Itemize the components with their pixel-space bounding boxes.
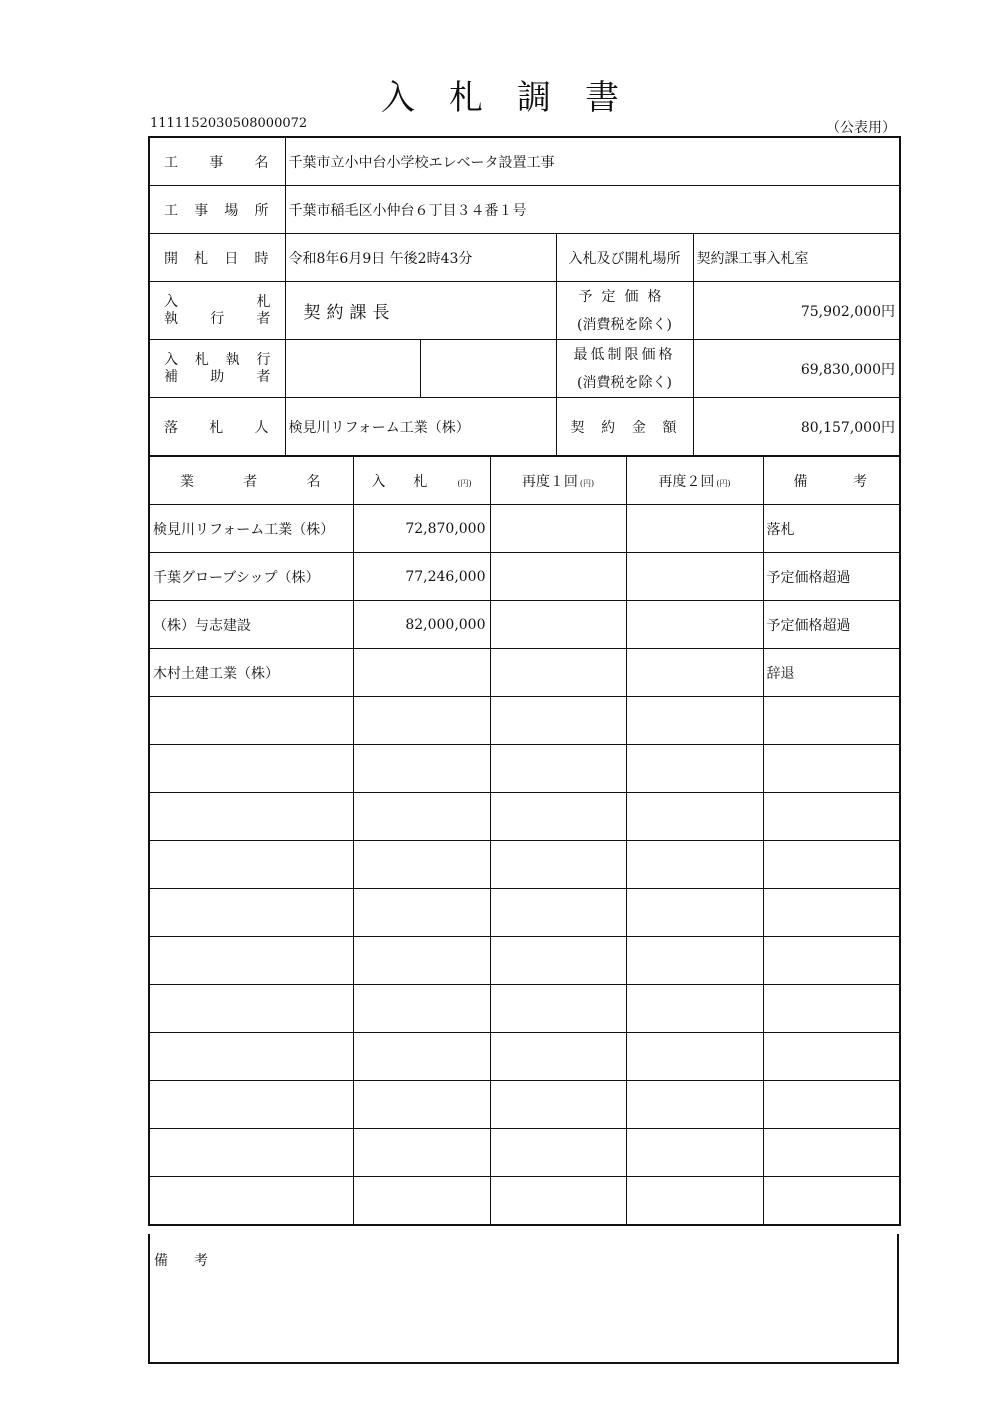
bid-company: 木村土建工業（株）	[149, 649, 353, 697]
opening-row	[149, 234, 900, 282]
rebid2-amount	[626, 985, 763, 1033]
table-row	[149, 649, 900, 697]
bid-company	[149, 937, 353, 985]
bid-note	[763, 841, 900, 889]
bid-note: 落札	[763, 505, 900, 553]
assistant-label-line2: 補助者	[164, 368, 271, 385]
bid-amount	[353, 841, 490, 889]
bid-amount: 72,870,000	[353, 505, 490, 553]
header-rebid1-label: 再度１回	[521, 473, 578, 490]
rebid1-amount	[490, 697, 626, 745]
bid-company	[149, 793, 353, 841]
table-row	[149, 601, 900, 649]
rebid1-amount	[490, 745, 626, 793]
winner-label: 落札人	[149, 398, 285, 457]
executor-label	[149, 282, 285, 340]
bid-note	[763, 745, 900, 793]
planned-price-label	[556, 282, 693, 340]
bid-company: 千葉グローブシップ（株）	[149, 553, 353, 601]
bid-amount	[353, 649, 490, 697]
winner-value: 検見川リフォーム工業（株）	[285, 398, 556, 457]
executor-label-line1: 入札	[164, 293, 271, 310]
winner-row	[149, 398, 900, 457]
remarks-box	[148, 1234, 899, 1364]
bid-company	[149, 889, 353, 937]
rebid1-amount	[490, 1129, 626, 1177]
location-label: 工事場所	[149, 186, 285, 234]
planned-price-value: 75,902,000円	[693, 282, 900, 340]
rebid1-amount	[490, 553, 626, 601]
bid-note: 予定価格超過	[763, 553, 900, 601]
table-row	[149, 505, 900, 553]
table-row	[149, 937, 900, 985]
bid-company	[149, 985, 353, 1033]
assistant-value-1	[285, 340, 420, 398]
rebid2-amount	[626, 841, 763, 889]
table-row	[149, 1129, 900, 1177]
rebid1-amount	[490, 649, 626, 697]
contract-value: 80,157,000円	[693, 398, 900, 457]
rebid2-amount	[626, 697, 763, 745]
bid-note: 予定価格超過	[763, 601, 900, 649]
rebid2-amount	[626, 937, 763, 985]
location-value: 千葉市稲毛区小仲台６丁目３４番１号	[285, 186, 900, 234]
opening-label: 開札日時	[149, 234, 285, 282]
bid-company: （株）与志建設	[149, 601, 353, 649]
header-rebid1-unit: (円)	[579, 478, 595, 488]
bid-company	[149, 1177, 353, 1226]
executor-value: 契約課長	[285, 282, 556, 340]
rebid2-amount	[626, 1033, 763, 1081]
bid-note	[763, 1081, 900, 1129]
planned-price-label-line1: 予定価格	[578, 288, 671, 305]
page-title: 入札調書	[381, 78, 653, 118]
remarks-label: 備考	[154, 1253, 234, 1269]
bid-company	[149, 1033, 353, 1081]
bids-body	[149, 505, 900, 1226]
info-table	[148, 136, 901, 457]
rebid1-amount	[490, 1081, 626, 1129]
header-rebid2-unit: (円)	[716, 478, 731, 488]
table-row	[149, 793, 900, 841]
rebid2-amount	[626, 745, 763, 793]
assistant-row	[149, 340, 900, 398]
rebid1-amount	[490, 1177, 626, 1226]
min-price-value: 69,830,000円	[693, 340, 900, 398]
table-row	[149, 1033, 900, 1081]
bid-note	[763, 697, 900, 745]
header-rebid2	[626, 457, 763, 505]
project-name-value: 千葉市立小中台小学校エレベータ設置工事	[285, 137, 900, 186]
bid-amount	[353, 985, 490, 1033]
bid-note	[763, 889, 900, 937]
bid-amount	[353, 1177, 490, 1226]
bids-table	[148, 456, 901, 1226]
planned-price-label-line2: (消費税を除く)	[577, 316, 672, 333]
executor-row	[149, 282, 900, 340]
rebid2-amount	[626, 649, 763, 697]
header-bid	[353, 457, 490, 505]
min-price-label	[556, 340, 693, 398]
project-name-label: 工事名	[149, 137, 285, 186]
bid-company	[149, 1129, 353, 1177]
bid-note	[763, 1177, 900, 1226]
opening-value: 令和8年6月9日 午後2時43分	[285, 234, 556, 282]
header-company: 業者名	[149, 457, 353, 505]
bid-amount	[353, 1033, 490, 1081]
place-value: 契約課工事入札室	[693, 234, 900, 282]
bid-amount	[353, 745, 490, 793]
contract-label: 契約金額	[556, 398, 693, 457]
header-note: 備考	[763, 457, 900, 505]
table-row	[149, 745, 900, 793]
rebid1-amount	[490, 505, 626, 553]
table-row	[149, 697, 900, 745]
rebid1-amount	[490, 985, 626, 1033]
project-name-row	[149, 137, 900, 186]
assistant-label	[149, 340, 285, 398]
bid-company	[149, 697, 353, 745]
bid-company: 検見川リフォーム工業（株）	[149, 505, 353, 553]
bid-amount	[353, 889, 490, 937]
bid-note	[763, 1129, 900, 1177]
table-row	[149, 889, 900, 937]
document-id: 1111152030508000072	[150, 116, 308, 131]
rebid2-amount	[626, 505, 763, 553]
rebid1-amount	[490, 889, 626, 937]
rebid1-amount	[490, 601, 626, 649]
bid-amount	[353, 1129, 490, 1177]
rebid1-amount	[490, 937, 626, 985]
bids-header-row	[149, 457, 900, 505]
assistant-value-2	[420, 340, 556, 398]
table-row	[149, 1081, 900, 1129]
bid-note	[763, 937, 900, 985]
rebid2-amount	[626, 793, 763, 841]
bid-amount	[353, 697, 490, 745]
bid-amount	[353, 937, 490, 985]
table-row	[149, 985, 900, 1033]
header-bid-label: 入札	[371, 473, 456, 490]
bid-company	[149, 841, 353, 889]
bid-note	[763, 1033, 900, 1081]
rebid1-amount	[490, 841, 626, 889]
bid-amount: 82,000,000	[353, 601, 490, 649]
header-bid-unit: (円)	[457, 478, 472, 488]
bid-company	[149, 745, 353, 793]
rebid2-amount	[626, 1177, 763, 1226]
bid-amount	[353, 793, 490, 841]
rebid2-amount	[626, 601, 763, 649]
bid-note	[763, 793, 900, 841]
bid-amount	[353, 1081, 490, 1129]
table-row	[149, 553, 900, 601]
rebid2-amount	[626, 553, 763, 601]
rebid1-amount	[490, 793, 626, 841]
bid-note: 辞退	[763, 649, 900, 697]
table-row	[149, 1177, 900, 1226]
min-price-label-line2: (消費税を除く)	[577, 374, 672, 391]
bid-amount: 77,246,000	[353, 553, 490, 601]
place-label: 入札及び開札場所	[556, 234, 693, 282]
header-rebid1	[490, 457, 626, 505]
rebid2-amount	[626, 1081, 763, 1129]
assistant-label-line1: 入札執行	[164, 351, 271, 368]
executor-label-line2: 執行者	[164, 310, 271, 327]
public-label: （公表用）	[826, 120, 896, 136]
header-rebid2-label: 再度２回	[658, 473, 715, 490]
table-row	[149, 841, 900, 889]
rebid2-amount	[626, 889, 763, 937]
location-row	[149, 186, 900, 234]
rebid1-amount	[490, 1033, 626, 1081]
bid-note	[763, 985, 900, 1033]
rebid2-amount	[626, 1129, 763, 1177]
bid-company	[149, 1081, 353, 1129]
min-price-label-line1: 最低制限価格	[573, 346, 676, 363]
